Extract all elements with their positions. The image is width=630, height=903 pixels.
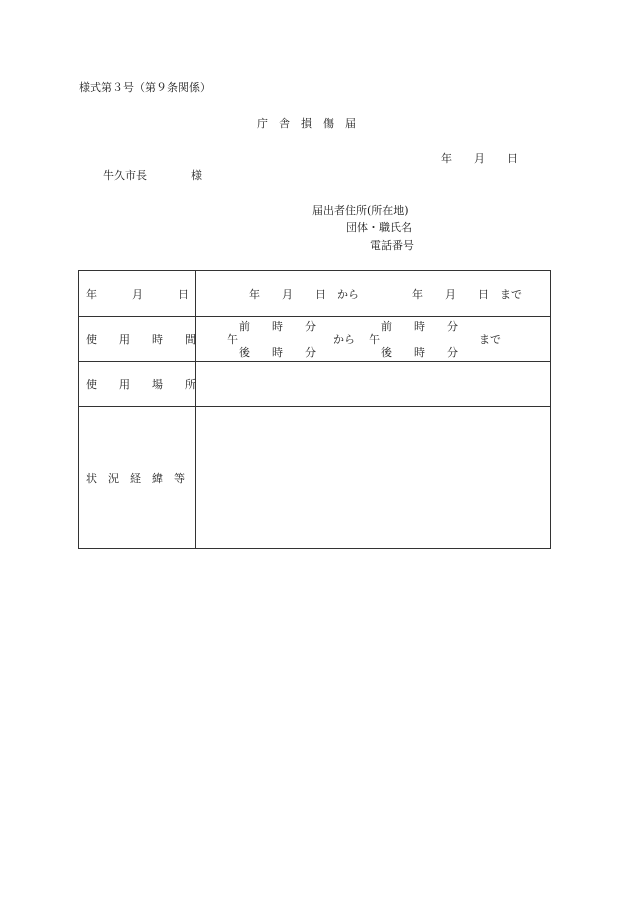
sender-address-label: 届出者住所(所在地) <box>312 204 409 217</box>
table-row-situation <box>79 407 550 548</box>
submission-date: 年 月 日 <box>441 152 518 165</box>
damage-report-table <box>78 270 551 549</box>
time-label: 使 用 時 間 <box>86 333 196 346</box>
sender-tel-label: 電話番号 <box>370 239 414 252</box>
situation-label: 状 況 経 緯 等 <box>86 472 185 485</box>
document-title: 庁 舎 損 傷 届 <box>257 117 356 130</box>
date-from[interactable]: 年 月 日 から <box>249 288 359 301</box>
table-row-date <box>79 271 550 317</box>
time-kara: から <box>333 333 355 346</box>
date-label-month: 月 <box>132 288 143 301</box>
time-to-pm[interactable]: 後 時 分 <box>381 346 458 359</box>
sender-org-label: 団体・職氏名 <box>346 221 412 234</box>
table-row-place <box>79 362 550 407</box>
time-made: まで <box>479 333 501 346</box>
time-from-pm[interactable]: 後 時 分 <box>239 346 316 359</box>
place-label: 使 用 場 所 <box>86 378 196 391</box>
time-from-am[interactable]: 前 時 分 <box>239 320 316 333</box>
table-row-time <box>79 317 550 362</box>
recipient: 牛久市長 様 <box>103 169 202 182</box>
date-to[interactable]: 年 月 日 まで <box>412 288 522 301</box>
date-label-day: 日 <box>178 288 189 301</box>
time-to-am[interactable]: 前 時 分 <box>381 320 458 333</box>
time-from-noon: 午 <box>227 333 238 346</box>
time-to-noon: 午 <box>369 333 380 346</box>
date-label-year: 年 <box>86 288 97 301</box>
form-number: 様式第３号（第９条関係） <box>79 81 211 94</box>
